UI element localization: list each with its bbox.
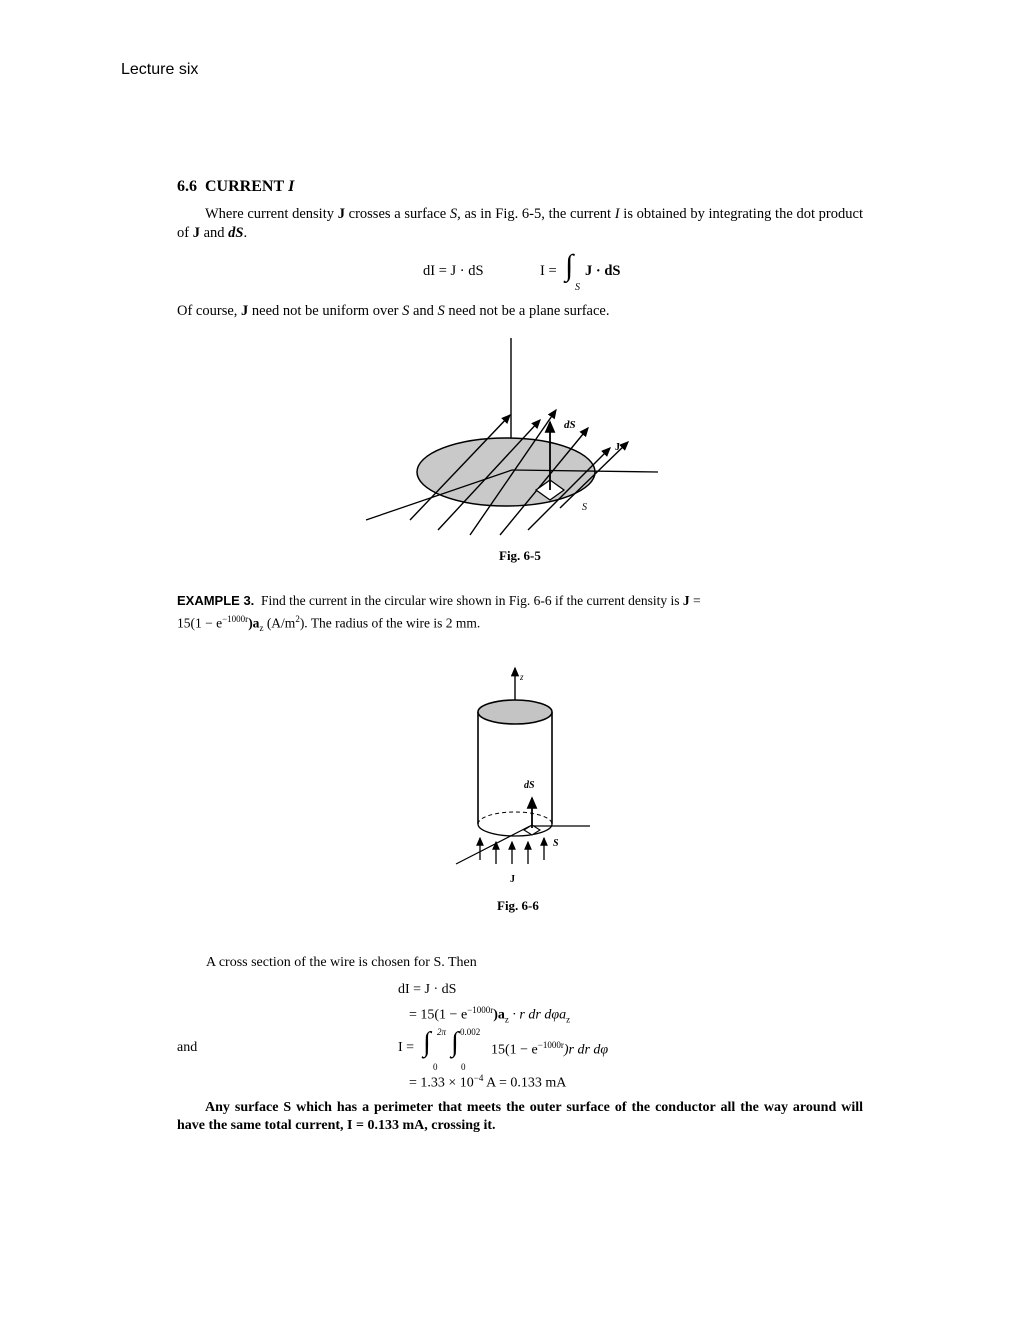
note-text: need not be a plane surface. xyxy=(444,303,610,319)
integral-inner-upper: 0.002 xyxy=(460,1027,481,1037)
fig2-current-arrows xyxy=(480,838,544,864)
fig1-label-dS: dS xyxy=(564,419,576,431)
section-title xyxy=(177,178,294,196)
example-sup: 2 xyxy=(295,614,300,624)
equation-dI: dI = J · dS xyxy=(423,263,484,279)
integral-inner-lower: 0 xyxy=(461,1062,466,1072)
solution-exp: −4 xyxy=(473,1073,484,1083)
fig2-label-S: S xyxy=(553,838,559,849)
example-text: )a xyxy=(248,615,260,631)
fig2-label-z: z xyxy=(520,672,524,682)
solution-sub: z xyxy=(504,1014,509,1025)
intro-text: crosses a surface xyxy=(344,206,450,222)
solution-line4 xyxy=(409,1073,566,1092)
intro-text: Where current density xyxy=(205,206,338,222)
solution-exp: −1000r xyxy=(537,1040,564,1050)
fig2-label-J: J xyxy=(510,874,515,885)
note-S: S xyxy=(402,303,410,319)
solution-line3-lhs: I = xyxy=(398,1040,415,1055)
integral-outer-upper: 2π xyxy=(437,1027,447,1037)
integral-sign-outer: ∫ xyxy=(423,1027,431,1058)
example-3 xyxy=(177,592,863,610)
intro-paragraph xyxy=(177,205,863,243)
integral-subscript: S xyxy=(575,282,580,293)
equation-I-lhs: I = xyxy=(540,263,557,279)
example-exp: −1000r xyxy=(222,614,249,624)
solution-text: )a xyxy=(493,1007,505,1023)
and-label: and xyxy=(177,1040,198,1055)
intro-text: is obtained by integrating the dot product of xyxy=(177,206,863,241)
fig2-x-axis xyxy=(456,826,530,864)
figure-6-6 xyxy=(450,660,600,890)
fig2-label-dS: dS xyxy=(524,780,535,791)
solution-line3 xyxy=(491,1040,608,1059)
final-text: Any surface S which has a perimeter that meets the outer surface of the conductor all the way around will have the same total current, xyxy=(177,1100,863,1133)
note-text: Of course, xyxy=(177,303,242,319)
example-sub: z xyxy=(259,623,264,634)
intro-text: . xyxy=(243,225,248,241)
solution-text: 15(1 − e xyxy=(491,1042,538,1058)
solution-text: = 15(1 − e xyxy=(409,1007,468,1023)
note-text: and xyxy=(409,303,438,319)
example-text: ). The radius of the wire is 2 mm. xyxy=(299,615,481,631)
solution-text: = 1.33 × 10 xyxy=(409,1075,474,1091)
example-3-line2 xyxy=(177,610,480,637)
example-text: 15(1 − e xyxy=(177,615,223,631)
figure-6-5-caption: Fig. 6-5 xyxy=(499,548,541,563)
solution-text: A = 0.133 mA xyxy=(483,1075,567,1091)
section-title-symbol: I xyxy=(288,178,295,195)
example-label: EXAMPLE 3. xyxy=(177,593,255,608)
solution-sub: z xyxy=(566,1014,571,1025)
example-text: Find the current in the circular wire shown in Fig. 6-6 if the current density is xyxy=(261,593,680,608)
intro-text: as in Fig. 6-5, the current xyxy=(460,206,615,222)
intro-S: S, xyxy=(449,206,461,222)
fig2-cylinder-top xyxy=(478,700,552,724)
figure-6-6-caption: Fig. 6-6 xyxy=(497,898,539,913)
note-paragraph xyxy=(177,302,609,321)
section-title-text: CURRENT xyxy=(205,178,285,195)
equation-I-rhs: J · dS xyxy=(585,263,621,279)
integral-outer-lower: 0 xyxy=(433,1062,438,1072)
solution-line1: dI = J · dS xyxy=(398,982,457,997)
example-eq: = xyxy=(692,593,701,608)
intro-J: J xyxy=(192,225,200,241)
page-header-label: Lecture six xyxy=(121,61,199,78)
intro-dS: dS xyxy=(228,225,244,241)
section-number: 6.6 xyxy=(177,178,197,195)
fig1-label-S: S xyxy=(582,502,587,513)
intro-I: I xyxy=(614,206,620,222)
intro-text: and xyxy=(199,225,229,241)
solution-exp: −1000r xyxy=(467,1005,494,1015)
integral-sign-inner: ∫ xyxy=(451,1027,459,1058)
note-S: S xyxy=(437,303,445,319)
intro-J: J xyxy=(337,206,345,222)
fig1-label-J: J xyxy=(615,442,620,453)
example-text: (A/m xyxy=(263,615,296,631)
solution-text: · r dr dφa xyxy=(508,1007,567,1023)
example-J: J xyxy=(682,593,690,608)
solution-line2 xyxy=(409,1005,570,1024)
note-J: J xyxy=(241,303,249,319)
solution-text: )r dr dφ xyxy=(563,1042,609,1058)
figure-6-5 xyxy=(360,330,670,540)
integral-sign: ∫ xyxy=(565,249,574,282)
note-text: need not be uniform over xyxy=(248,303,403,319)
final-paragraph xyxy=(177,1099,863,1135)
final-text: crossing it. xyxy=(427,1118,496,1133)
final-current: I = 0.133 mA, xyxy=(347,1118,428,1133)
solution-intro: A cross section of the wire is chosen for S. Then xyxy=(206,955,477,970)
